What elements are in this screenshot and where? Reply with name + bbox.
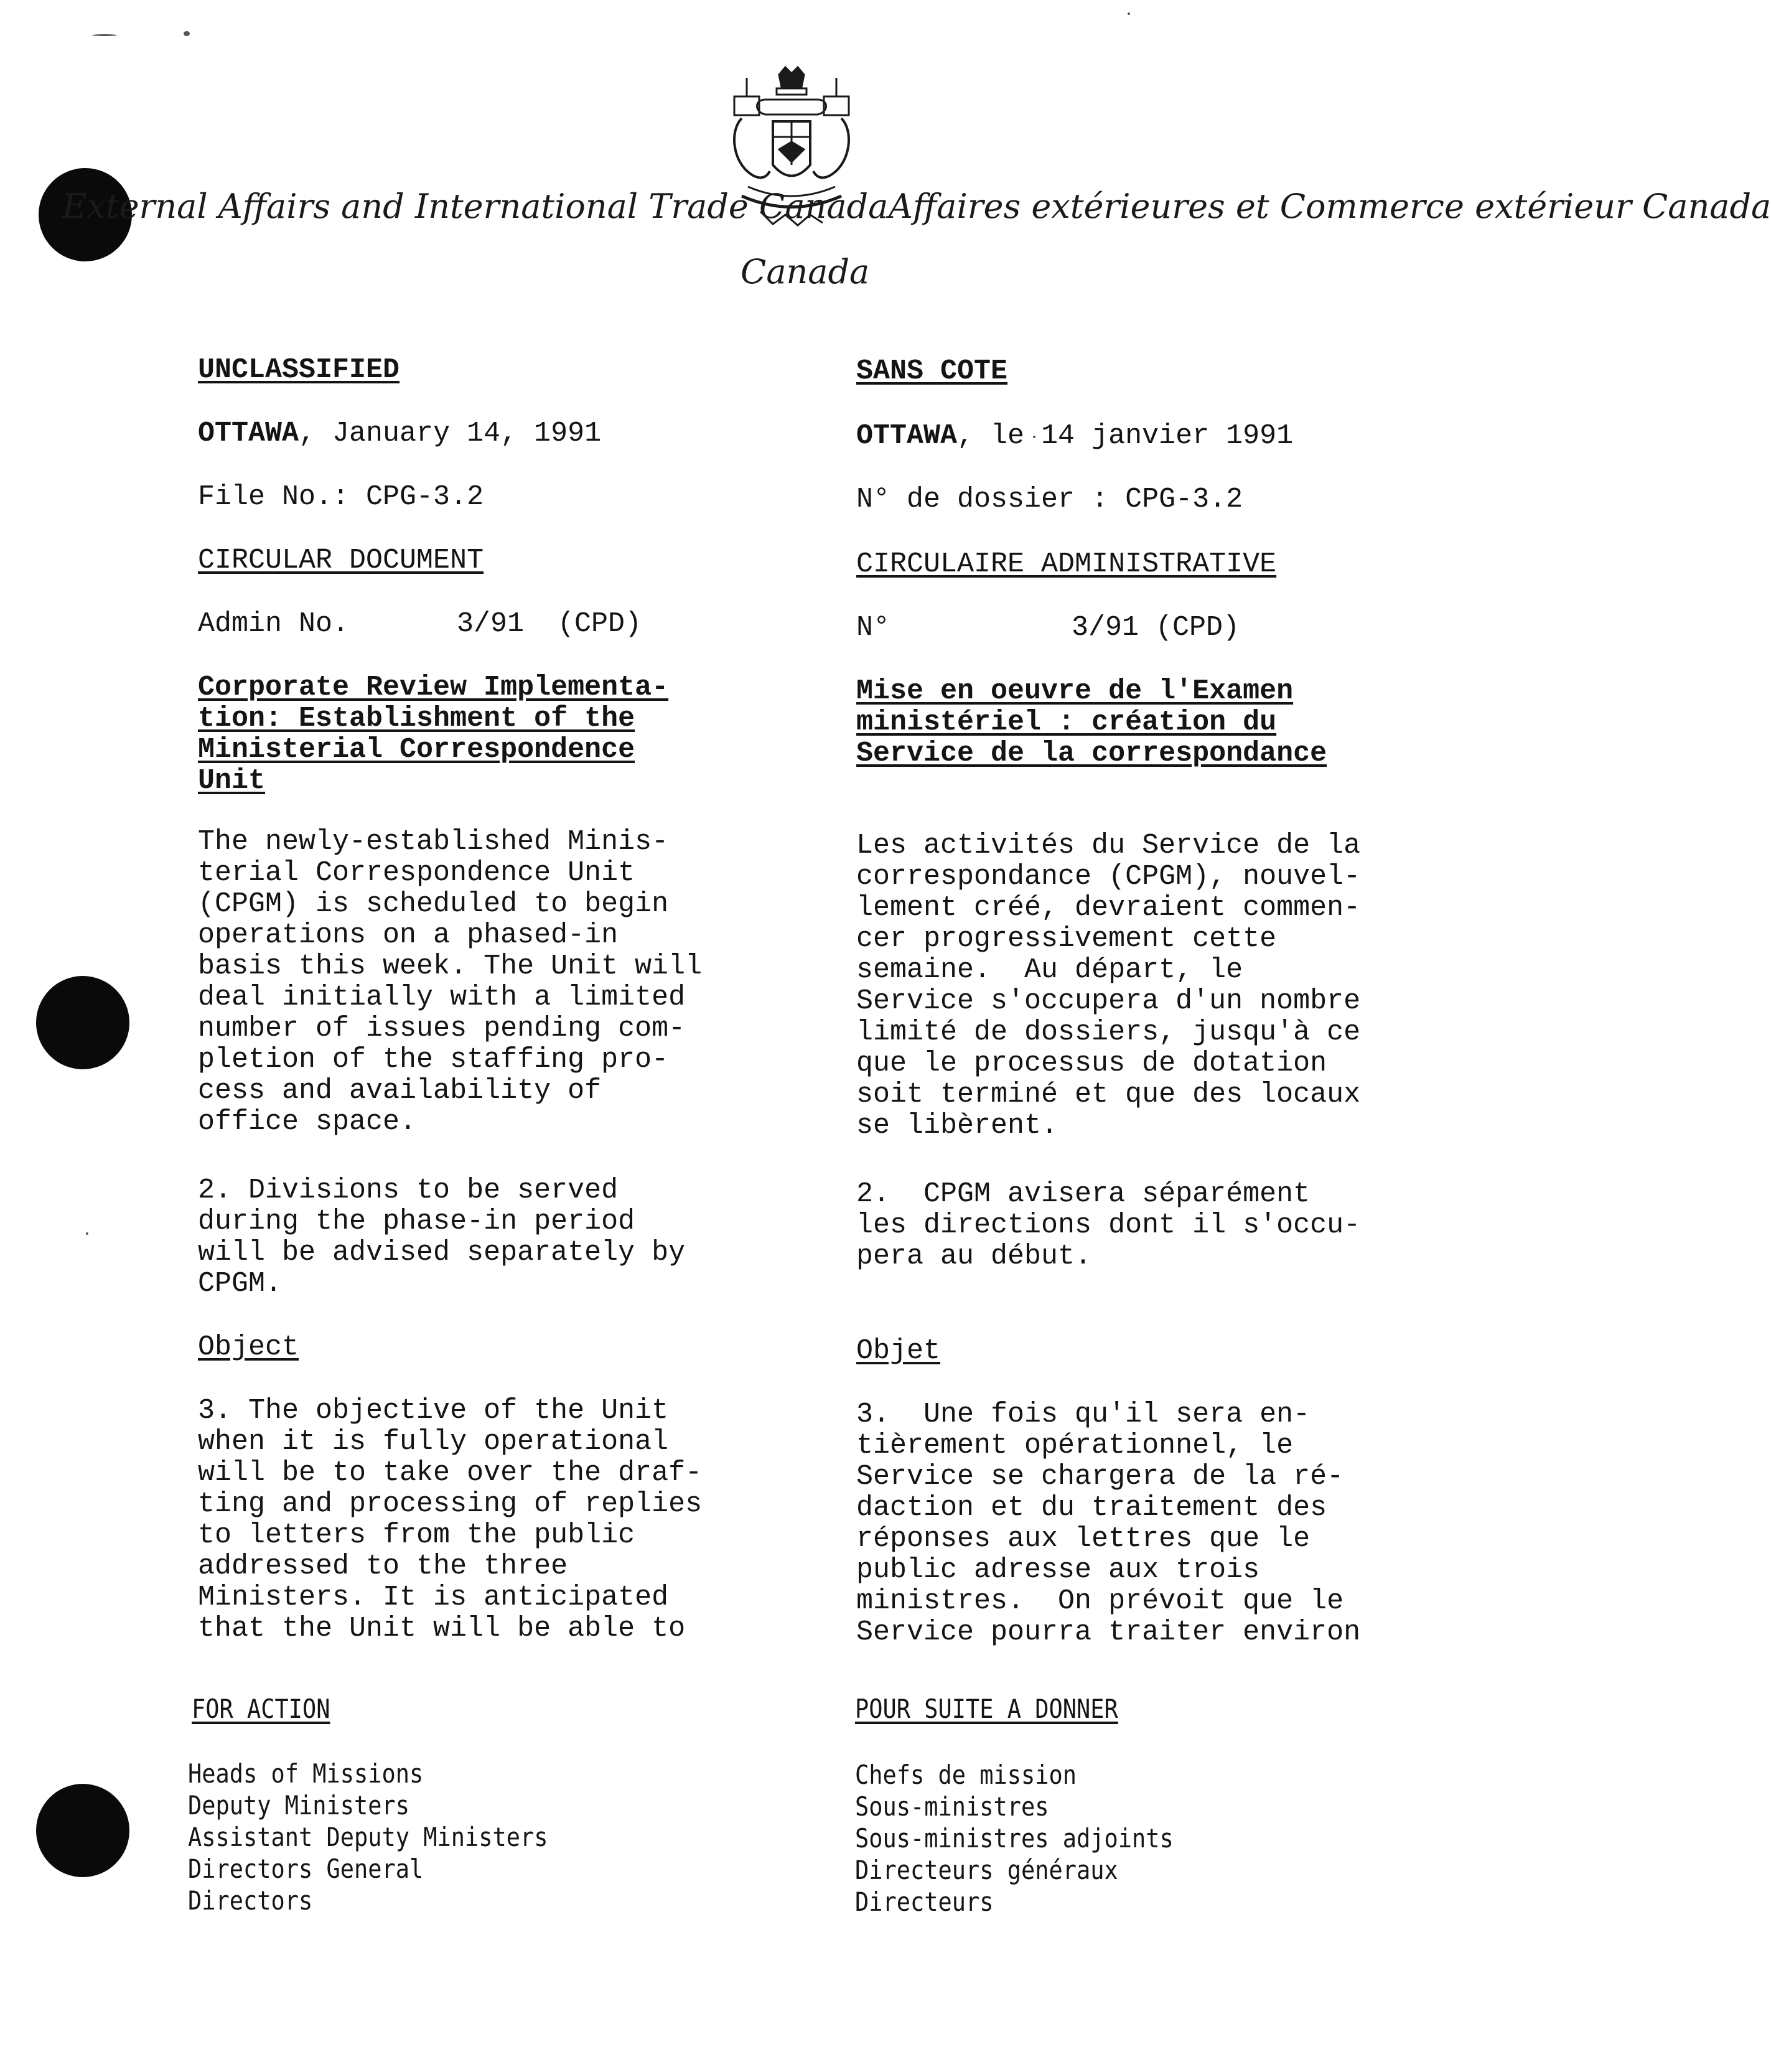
place-name: OTTAWA [198, 418, 299, 449]
paragraph-3: 3. The objective of the Unit when it is fully operational will be to take over the draf- ting and processing of replies to letters from the public addressed to the three Ministers. It is anticipated that the Unit will be able to [198, 1395, 703, 1644]
punch-hole-icon [36, 1784, 129, 1877]
classification-label: UNCLASSIFIED [198, 354, 400, 386]
list-item: Directors [188, 1885, 313, 1916]
canada-wordmark: Canada [741, 252, 870, 291]
paragraph-3: 3. Une fois qu'il sera en- tièrement opérationnel, le Service se chargera de la ré- daction et du traitement des réponses aux lettres que le public adresse aux trois ministres. On prévoit que le Service pourra traiter environ [856, 1399, 1361, 1648]
canada-coat-of-arms-icon [717, 62, 866, 249]
section-heading-object: Object [198, 1331, 299, 1363]
date-line [856, 421, 1293, 452]
list-item: Directeurs généraux [855, 1855, 1118, 1885]
list-item: Assistant Deputy Ministers [188, 1822, 548, 1852]
distribution-list-en [188, 1758, 548, 1916]
department-name-en: External Affairs and International Trade Canada [62, 187, 889, 226]
list-item: Deputy Ministers [188, 1790, 410, 1821]
date-text: , January 14, 1991 [299, 418, 602, 449]
admin-number-label: Admin No. [198, 608, 350, 640]
list-item: Directors General [188, 1854, 424, 1884]
list-item: Heads of Missions [188, 1758, 424, 1789]
list-item: Directeurs [855, 1887, 994, 1917]
admin-number-value: 3/91 (CPD) [457, 608, 642, 640]
paragraph-1: The newly-established Minis- terial Correspondence Unit (CPGM) is scheduled to begin operations on a phased-in basis this week. The Unit will deal initially with a limited number of issues pending com- pletion of the staffing pro- cess and availability of office space. [198, 826, 703, 1138]
section-heading-object: Objet [856, 1335, 941, 1367]
admin-number-label: N° [856, 612, 890, 644]
classification-label: SANS COTE [856, 355, 1008, 387]
department-name-fr: Affaires extérieures et Commerce extérieur Canada [889, 187, 1771, 226]
place-name: OTTAWA [856, 420, 958, 452]
paragraph-2: 2. CPGM avisera séparément les directions dont il s'occu- pera au début. [856, 1178, 1361, 1272]
subject-heading: Mise en oeuvre de l'Examen ministériel : création du Service de la correspondance [856, 675, 1327, 769]
document-type: CIRCULAIRE ADMINISTRATIVE [856, 548, 1277, 580]
subject-heading: Corporate Review Implementa- tion: Establishment of the Ministerial Correspondence Unit [198, 672, 669, 797]
list-item: Chefs de mission [855, 1760, 1077, 1790]
file-number: N° de dossier : CPG-3.2 [856, 484, 1243, 515]
list-item: Sous-ministres [855, 1791, 1049, 1822]
paragraph-1: Les activités du Service de la correspondance (CPGM), nouvel- lement créé, devraient commen- cer progressivement cette semaine. Au départ, le Service s'occupera d'un nombre limité de dossiers, jusqu'à ce que le processus de dotation soit terminé et que des locaux se libèrent. [856, 830, 1361, 1141]
admin-number-value: 3/91 (CPD) [1072, 612, 1240, 644]
date-line [198, 418, 601, 449]
file-number: File No.: CPG-3.2 [198, 481, 484, 513]
for-action-heading: FOR ACTION [192, 1694, 330, 1724]
list-item: Sous-ministres adjoints [855, 1823, 1174, 1854]
date-text: , le 14 janvier 1991 [957, 420, 1294, 452]
paragraph-2: 2. Divisions to be served during the phase-in period will be advised separately by CPGM. [198, 1174, 686, 1300]
document-type: CIRCULAR DOCUMENT [198, 545, 484, 576]
pour-suite-heading: POUR SUITE A DONNER [855, 1694, 1118, 1724]
distribution-list-fr [855, 1759, 1174, 1918]
punch-hole-icon [36, 976, 129, 1069]
